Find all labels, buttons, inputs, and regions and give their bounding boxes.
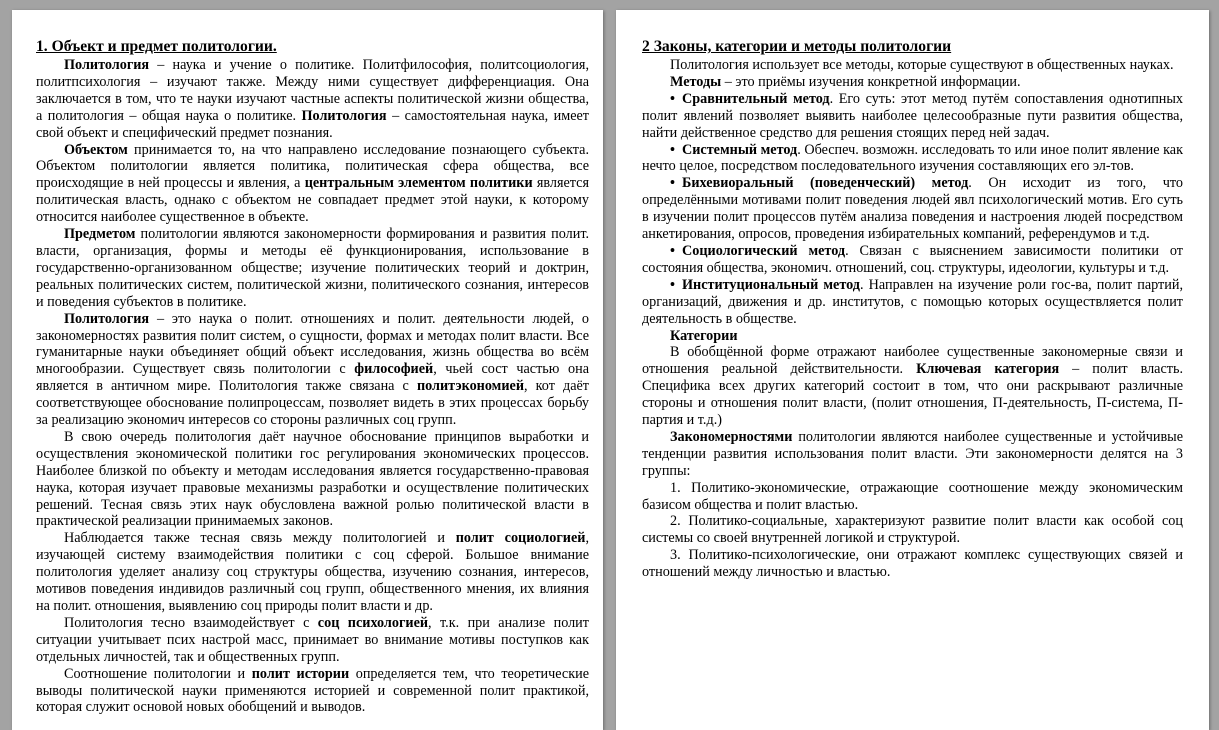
bold-term: Закономерностями: [670, 428, 793, 445]
text-run: Наблюдается также тесная связь между политологией и: [64, 530, 456, 547]
text-run: В обобщённой форме отражают наиболее существенные закономерные связи и отношения реальной действительности.: [642, 344, 1183, 378]
paragraph: [642, 429, 1183, 480]
bold-term: полит социологией: [455, 530, 586, 547]
text-run: – это наука о полит. отношениях и полит. деятельности людей, о закономерностях развития полит систем, о сущности, формах и методах полит власти. Все гуманитарные науки объединяет общий объект исследования, жизнь общества во всём многообразии. Существует связь политологии с: [36, 310, 589, 378]
text-run: определяется тем, что теоретические выводы политической науки применяются историей и современной полит практикой, которая служит основой новых обобщений и выводов.: [36, 665, 589, 716]
text-run: . Он исходит из того, что определёнными мотивами полит поведения людей явл психологический мотив. Его суть в изучении полит процессов путём анализа поведения и настроения людей посредством анкетирования, опросов, проведения избирательных компаний, референдумов и т.д.: [642, 175, 1183, 243]
bold-term: Методы: [670, 73, 722, 90]
text-run: . Связан с выяснением зависимости политики от состояния общества, экономич. отношений, соц. структуры, идеологии, культуры и т.д.: [642, 242, 1183, 276]
bold-term: Объектом: [64, 141, 128, 158]
method-list-item: [642, 91, 1183, 142]
paragraph: [642, 57, 1183, 74]
method-list-item: [642, 142, 1183, 176]
bullet-icon: •: [670, 141, 675, 158]
paragraph: [36, 311, 589, 429]
bold-term: центральным элементом политики: [304, 175, 533, 192]
section-body-1: [36, 57, 589, 716]
bullet-icon: •: [670, 90, 675, 107]
page-content: [36, 38, 589, 716]
text-run: политологии являются наиболее существенные и устойчивые тенденции развития использования полит власти. Эти закономерности делятся на 3 группы:: [642, 428, 1183, 479]
text-run: является политическая власть, однако с объектом не совпадает предмет этой науки, к которому относится наиболее существенное в объекте.: [36, 175, 589, 226]
bold-term: Институциональный метод: [682, 276, 860, 293]
paragraph: [642, 74, 1183, 91]
section-intro: [642, 57, 1183, 91]
paragraph: [36, 429, 589, 530]
paragraph: [642, 344, 1183, 429]
bold-term: политэкономией: [416, 378, 524, 395]
paragraph: [36, 666, 589, 717]
paragraph: [642, 513, 1183, 547]
document-page-right: [616, 10, 1209, 730]
text-run: В свою очередь политология даёт научное обоснование принципов выработки и осуществления экономической политики гос регулирования экономических процессов. Наиболее близкой по объекту и методам исследования является государственно-правовая наука, которая изучает правовые механизмы разработки и осуществление политических решений. Тесная связь этих наук обусловлена важной ролью политической власти в практической реализации принимаемых законов.: [36, 428, 589, 530]
bold-term: Бихевиоральный (поведенческий) метод: [682, 175, 969, 192]
section-heading-2: 2 Законы, категории и методы политологии: [642, 38, 952, 55]
section-heading-1: 1. Объект и предмет политологии.: [36, 38, 277, 55]
bold-term: Социологический метод: [682, 242, 846, 259]
categories-heading: Категории: [670, 327, 738, 344]
method-list-item: [642, 243, 1183, 277]
text-run: 3. Политико-психологические, они отражают комплекс существующих связей и отношений между личностью и властью.: [642, 547, 1183, 581]
text-run: , кот даёт соответствующее обоснование полипроцессам, позволяет видеть в этих процессах борьбу за реализацию экономич интересов со стороны различных соц групп.: [36, 378, 589, 429]
text-run: . Его суть: этот метод путём сопоставления однотипных полит явлений позволяет выявить наиболее целесообразные пути развития общества, найти действенное средство для решения стоящих перед ней задач.: [642, 90, 1184, 141]
bold-term: Политология: [301, 107, 387, 124]
text-run: 1. Политико-экономические, отражающие соотношение между экономическим базисом общества и полит властью.: [642, 479, 1183, 513]
method-list-item: [642, 277, 1183, 328]
categories-body: [642, 344, 1183, 581]
methods-list: [642, 91, 1183, 328]
text-run: – самостоятельная наука, имеет свой объект и специфический предмет познания.: [36, 107, 589, 141]
paragraph: [642, 480, 1183, 514]
text-run: . Обеспеч. возможн. исследовать то или иное полит явление как нечто целое, посредством последовательного изучения составляющих его эл-тов.: [642, 141, 1183, 175]
paragraph: [36, 530, 589, 615]
bold-term: Политология: [64, 310, 150, 327]
bullet-icon: •: [670, 175, 675, 192]
text-run: – это приёмы изучения конкретной информации.: [721, 73, 1021, 90]
method-list-item: [642, 175, 1183, 243]
text-run: – полит власть. Специфика всех других категорий состоит в том, что они раскрывают различные стороны и отношения полит власти, (полит отношения, П-деятельность, П-система, П-партия и т.д.): [642, 361, 1183, 429]
bold-term: философией: [354, 361, 434, 378]
bold-term: Ключевая категория: [916, 361, 1060, 378]
page-content: [642, 38, 1183, 581]
paragraph: [36, 615, 589, 666]
bold-term: Системный метод: [682, 141, 798, 158]
bold-term: Предметом: [64, 226, 136, 243]
paragraph: [642, 547, 1183, 581]
text-run: Политология тесно взаимодействует с: [64, 614, 318, 631]
text-run: 2. Политико-социальные, характеризуют развитие полит власти как особой соц системы со своей внутренней логикой и структурой.: [642, 513, 1183, 547]
text-run: Политология использует все методы, которые существуют в общественных науках.: [670, 57, 1174, 73]
text-run: – наука и учение о политике. Политфилософия, политсоциология, политпсихология – изучают также. Между ними существует дифференциация. Она заключается в том, что те науки изучают частные аспекты политической жизни общества, а политология – общая наука о политике.: [36, 57, 589, 124]
paragraph: [36, 142, 589, 227]
bullet-icon: •: [670, 242, 675, 259]
text-run: , т.к. при анализе полит ситуации учитывает псих настрой масс, принимает во внимание мотивы поступков как отдельных личностей, так и общественных групп.: [36, 614, 589, 665]
bold-term: Сравнительный метод: [682, 90, 830, 107]
text-run: политологии являются закономерности формирования и развития полит. власти, организация, формы и методы её функционирования, использование в государственно-организованном обществе; изучение политических теорий и доктрин, реальных политических систем, политической жизни, политического сознания, интересов и поведения субъектов в политике.: [36, 226, 589, 310]
document-page-left: [12, 10, 603, 730]
paragraph: [36, 57, 589, 142]
paragraph: [36, 226, 589, 311]
bold-term: соц психологией: [317, 614, 429, 631]
bullet-icon: •: [670, 276, 675, 293]
text-run: Соотношение политологии и: [64, 665, 252, 682]
bold-term: полит истории: [251, 665, 350, 682]
text-run: , чьей сост частью она является в античном мире. Политология также связана с: [36, 361, 589, 395]
bold-term: Политология: [64, 57, 150, 73]
text-run: принимается то, на что направлено исследование познающего субъекта. Объектом политологии является политика, политическая сфера общества, все происходящие в ней процессы и явления, а: [36, 141, 589, 192]
text-run: , изучающей систему взаимодействия политики с соц сферой. Большое внимание политология уделяет анализу соц структуры общества, изучению сознания, интересов, мотивов поведения индивидов различный соц групп, общественного мнения, их влияния на полит. отношения, выявлению соц природы полит власти и др.: [36, 530, 589, 614]
text-run: . Направлен на изучение роли гос-ва, полит партий, организаций, движения и др. институтов, с помощью которых осуществляется полит деятельность в обществе.: [642, 276, 1183, 327]
